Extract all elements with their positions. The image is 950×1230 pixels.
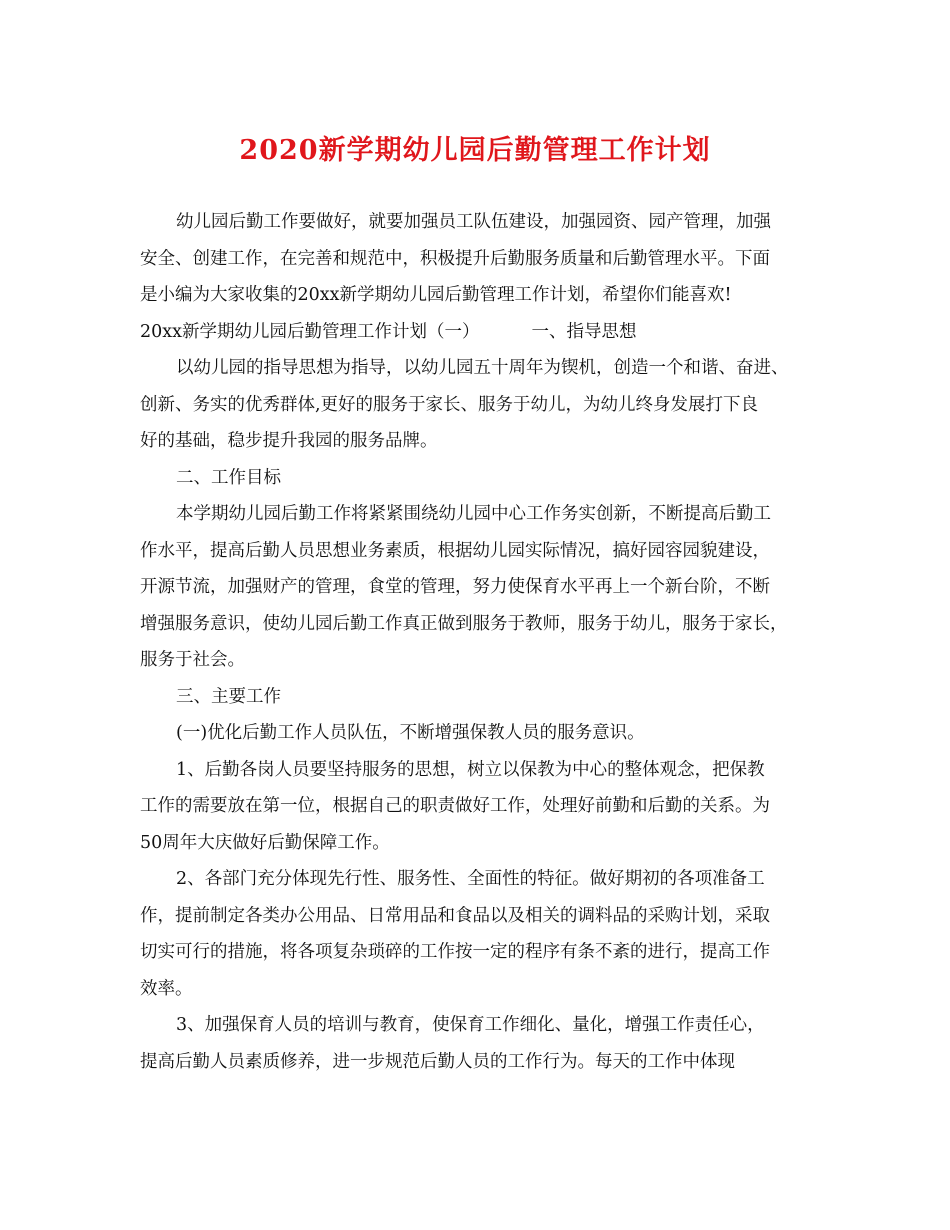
text-line-content: 效率。 <box>140 978 193 999</box>
text-line <box>140 460 830 497</box>
text-line-content: 三、主要工作 <box>176 686 281 707</box>
text-line-content: 本学期幼儿园后勤工作将紧紧围绕幼儿园中心工作务实创新，不断提高后勤工 <box>176 504 771 524</box>
text-line <box>140 752 830 789</box>
text-line <box>140 277 830 314</box>
text-line <box>140 861 830 898</box>
text-line <box>140 1044 830 1081</box>
text-line-content: 幼儿园后勤工作要做好，就要加强员工队伍建设，加强园资、园产管理，加强 <box>176 212 771 232</box>
text-line <box>140 533 830 570</box>
text-line-content: 20xx新学期幼儿园后勤管理工作计划（一） <box>140 321 480 342</box>
text-line-content: 50周年大庆做好后勤保障工作。 <box>140 832 390 853</box>
text-line-content: 开源节流，加强财产的管理，食堂的管理，努力使保育水平再上一个新台阶，不断 <box>140 577 770 597</box>
text-line <box>140 606 830 643</box>
text-line <box>140 314 830 351</box>
text-line <box>140 1007 830 1044</box>
text-line <box>140 387 830 424</box>
text-line <box>140 642 830 679</box>
text-line-content: 服务于社会。 <box>140 650 245 670</box>
text-line <box>140 350 830 387</box>
text-line-content: 3、加强保育人员的培训与教育，使保育工作细化、量化，增强工作责任心， <box>176 1015 765 1035</box>
text-line <box>140 423 830 460</box>
text-line-content: 工作的需要放在第一位，根据自己的职责做好工作，处理好前勤和后勤的关系。为 <box>140 796 770 816</box>
text-line-content: 安全、创建工作，在完善和规范中，积极提升后勤服务质量和后勤管理水平。下面 <box>140 248 770 269</box>
text-line-content: 作，提前制定各类办公用品、日常用品和食品以及相关的调料品的采购计划，采取 <box>140 905 770 926</box>
text-line-content: 1、后勤各岗人员要坚持服务的思想，树立以保教为中心的整体观念，把保教 <box>176 759 765 780</box>
text-line <box>140 898 830 935</box>
text-line-content: 以幼儿园的指导思想为指导，以幼儿园五十周年为锲机，创造一个和谐、奋进、 <box>176 358 789 378</box>
text-line-content: 切实可行的措施，将各项复杂琐碎的工作按一定的程序有条不紊的进行，提高工作 <box>140 942 770 962</box>
text-line-content: 创新、务实的优秀群体,更好的服务于家长、服务于幼儿，为幼儿终身发展打下良 <box>140 394 759 415</box>
text-line-content: 是小编为大家收集的20xx新学期幼儿园后勤管理工作计划，希望你们能喜欢! <box>140 285 732 305</box>
text-line-content: 好的基础，稳步提升我园的服务品牌。 <box>140 431 438 451</box>
text-line <box>140 569 830 606</box>
text-line-content: 2、各部门充分体现先行性、服务性、全面性的特征。做好期初的各项准备工 <box>176 869 765 889</box>
text-line <box>140 241 830 278</box>
text-line <box>140 715 830 752</box>
text-line-content: 二、工作目标 <box>176 467 281 488</box>
text-line <box>140 825 830 862</box>
text-line <box>140 496 830 533</box>
text-line-content: (一)优化后勤工作人员队伍，不断增强保教人员的服务意识。 <box>176 723 645 743</box>
text-line <box>140 934 830 971</box>
section-heading-inline: 一、指导思想 <box>531 321 637 342</box>
text-line-content: 提高后勤人员素质修养，进一步规范后勤人员的工作行为。每天的工作中体现 <box>140 1051 735 1072</box>
text-line-content: 作水平，提高后勤人员思想业务素质，根据幼儿园实际情况，搞好园容园貌建设， <box>140 540 770 561</box>
document-body <box>140 204 830 1080</box>
text-line-content: 增强服务意识，使幼儿园后勤工作真正做到服务于教师，服务于幼儿，服务于家长， <box>140 613 788 634</box>
text-line <box>140 971 830 1008</box>
document-title: 2020新学期幼儿园后勤管理工作计划 <box>239 135 711 166</box>
text-line <box>140 679 830 716</box>
text-line <box>140 204 830 241</box>
text-line <box>140 788 830 825</box>
